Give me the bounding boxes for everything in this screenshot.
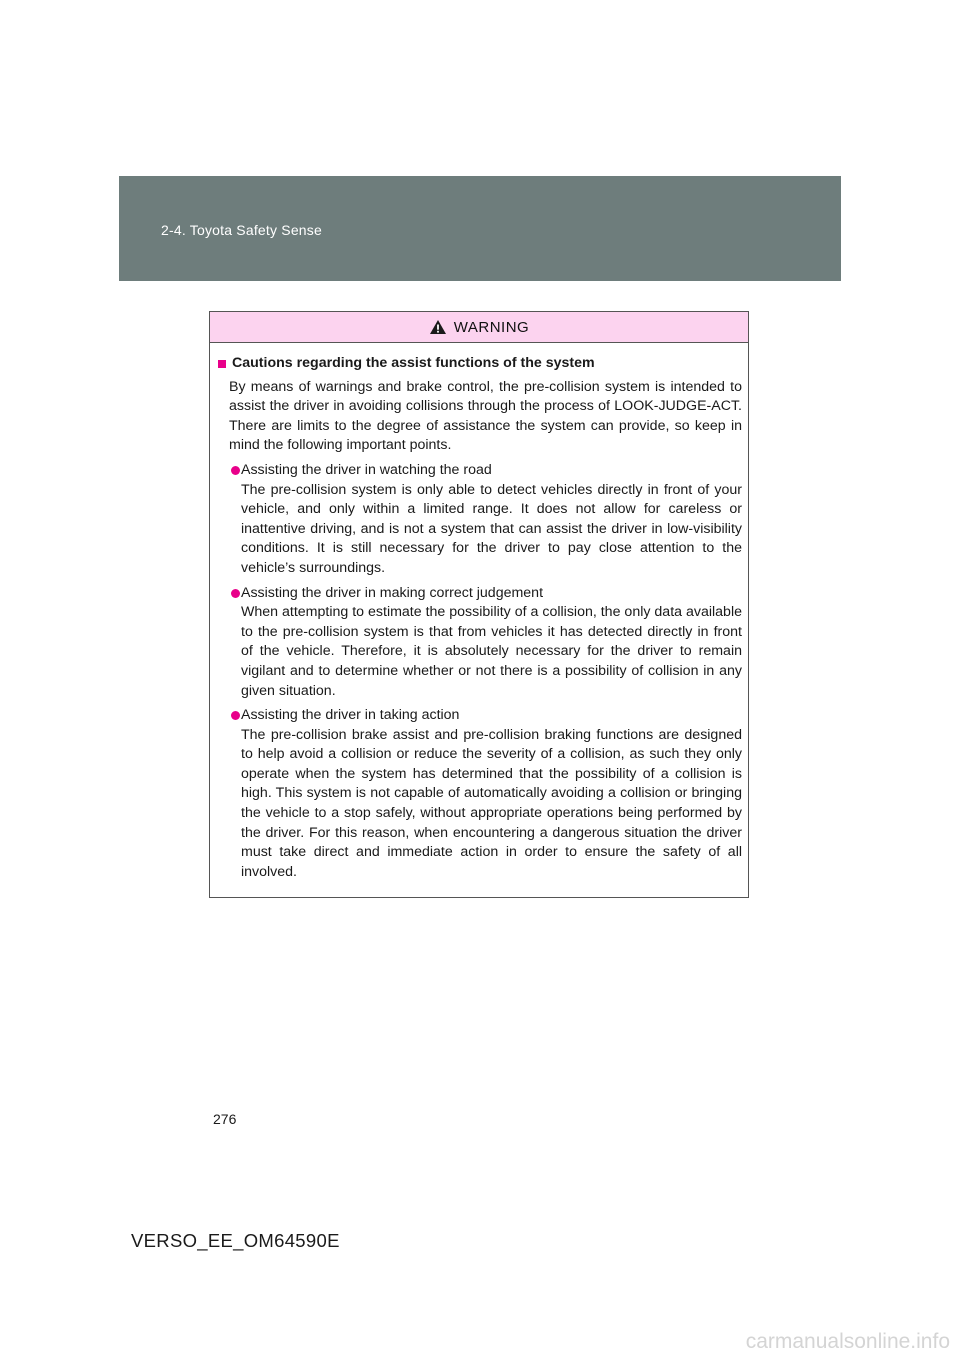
round-bullet-icon bbox=[231, 466, 240, 475]
watermark: carmanualsonline.info bbox=[745, 1330, 950, 1353]
warning-item-text: The pre-collision brake assist and pre-collision braking functions are designed to help avoid a collision or reduce the severity of a collision, as such they only operate when the system has determined that the possibility of a collision is high. This system is not capable of automatically avoiding a collision or bringing the vehicle to a stop safely, without appropriate operations being performed by the driver. For this reason, when encountering a dangerous situation the driver must take direct and immediate action in order to ensure the safety of all involved. bbox=[241, 726, 742, 880]
round-bullet-icon bbox=[231, 711, 240, 720]
section-title: 2-4. Toyota Safety Sense bbox=[161, 222, 322, 238]
warning-item-title: Assisting the driver in taking action bbox=[241, 707, 460, 724]
warning-item bbox=[218, 584, 742, 702]
warning-box bbox=[209, 311, 749, 898]
warning-body bbox=[210, 343, 748, 882]
square-bullet-icon bbox=[218, 360, 226, 368]
warning-item-title: Assisting the driver in watching the road bbox=[241, 461, 492, 478]
warning-item-title: Assisting the driver in making correct judgement bbox=[241, 584, 544, 601]
section-header-band bbox=[119, 176, 841, 281]
warning-item-list bbox=[218, 461, 742, 882]
warning-header bbox=[210, 312, 748, 343]
warning-label: WARNING bbox=[453, 318, 530, 336]
warning-item bbox=[218, 706, 742, 882]
warning-item-text: When attempting to estimate the possibility of a collision, the only data available to the pre-collision system is that from vehicles it has detected directly in front of the vehicle. Therefore, it is absolutely necessary for the driver to remain vigilant and to determine whether or not there is a possibility of collision in any given situation. bbox=[241, 604, 742, 699]
page-number: 276 bbox=[213, 1111, 237, 1127]
warning-intro: By means of warnings and brake control, the pre-collision system is intended to assist the driver in avoiding collisions through the process of LOOK-JUDGE-ACT. There are limits to the degree of assistance the system can provide, so keep in mind the following important points. bbox=[229, 378, 742, 454]
round-bullet-icon bbox=[231, 589, 240, 598]
document-code: VERSO_EE_OM64590E bbox=[131, 1230, 340, 1251]
warning-subhead bbox=[218, 354, 742, 374]
warning-item bbox=[218, 461, 742, 579]
warning-subhead-text: Cautions regarding the assist functions of the system bbox=[232, 355, 595, 371]
warning-item-text: The pre-collision system is only able to detect vehicles directly in front of your vehicle, and only within a limited range. It does not allow for careless or inattentive driving, and is not a system that can assist the driver in low-visibility conditions. It is still necessary for the driver to pay close attention to the vehicle’s surroundings. bbox=[241, 481, 742, 576]
warning-triangle-icon bbox=[429, 319, 447, 335]
